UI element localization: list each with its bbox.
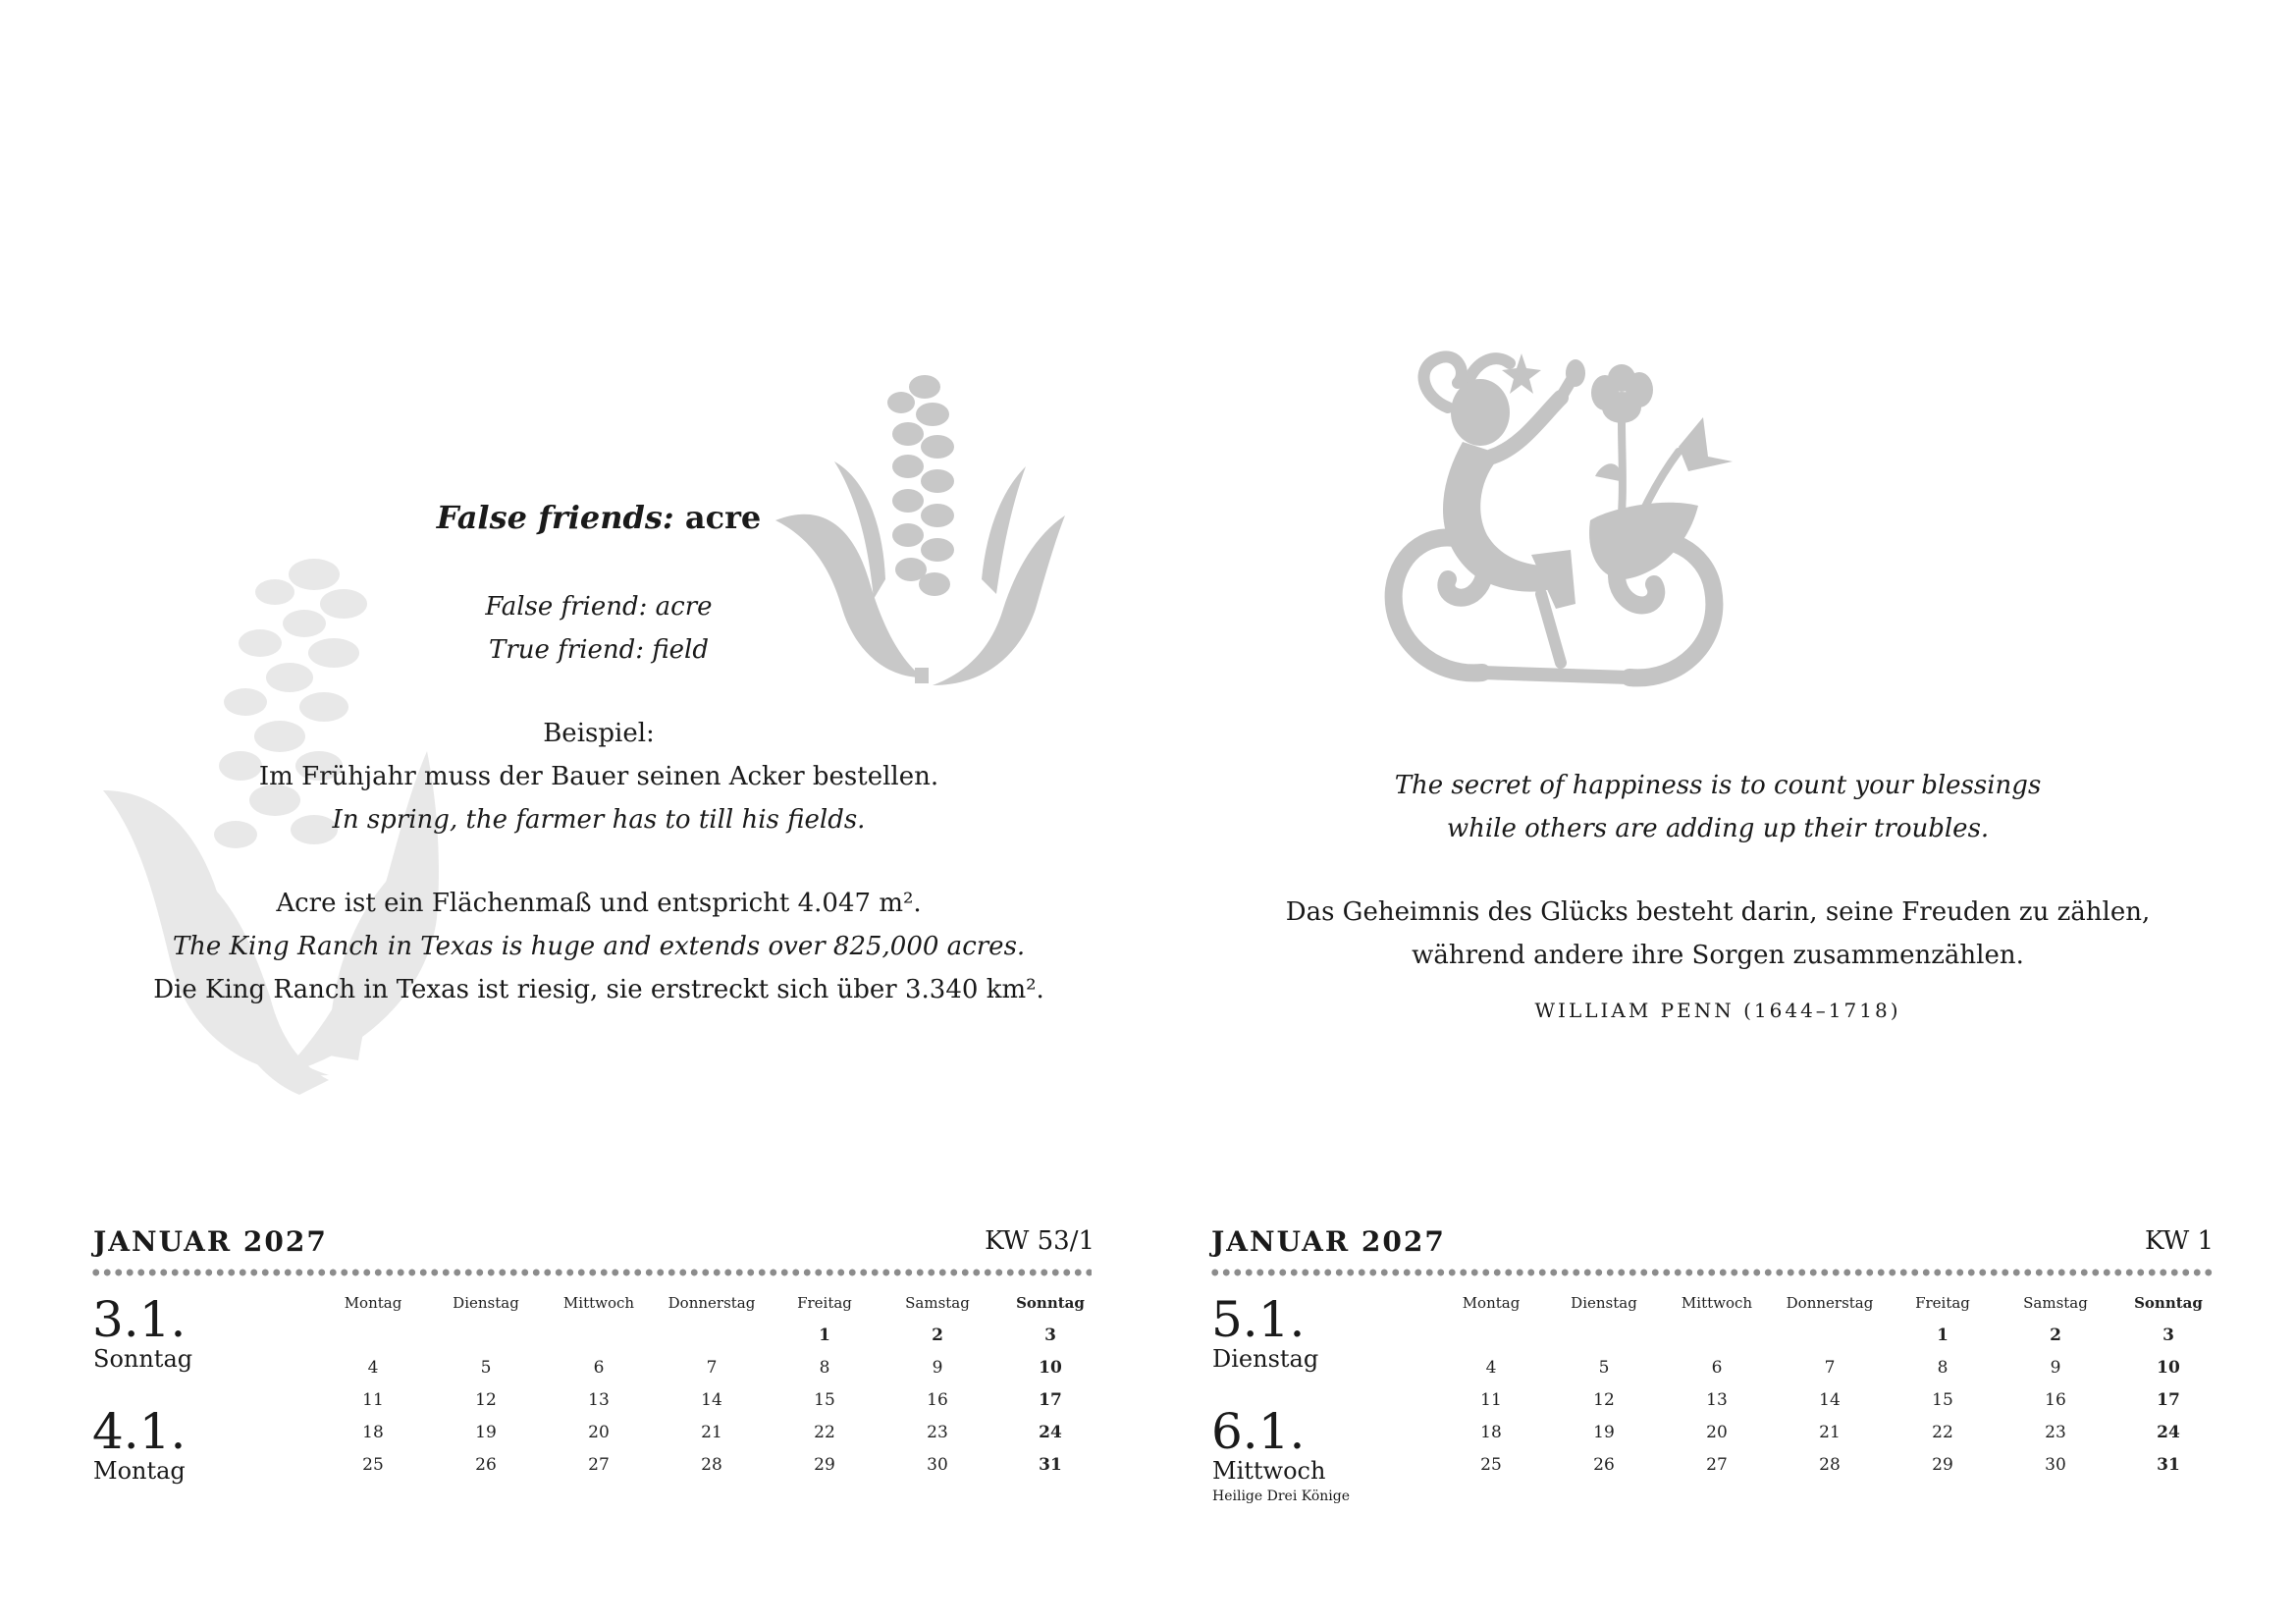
day-number-1-left: 3.1. (92, 1291, 187, 1348)
article-title (147, 499, 1050, 536)
quote-english-line-2: while others are adding up their troubles. (1446, 814, 1990, 843)
example-german: Im Frühjahr muss der Bauer seinen Acker bestellen. (258, 762, 939, 791)
weekday-header-sonntag: Sonntag (2134, 1294, 2203, 1312)
calendar-day-cell: 17 (1039, 1390, 1062, 1410)
calendar-day-cell: 26 (1593, 1455, 1615, 1475)
weekday-header-dienstag: Dienstag (453, 1294, 519, 1312)
calendar-day-cell: 30 (927, 1455, 948, 1475)
calendar-day-cell: 7 (1824, 1358, 1836, 1378)
weekday-header-freitag: Freitag (1915, 1294, 1970, 1312)
calendar-day-cell: 19 (475, 1423, 497, 1442)
calendar-day-cell: 22 (1932, 1423, 1953, 1442)
calendar-day-cell: 16 (2045, 1390, 2066, 1410)
weekday-header-donnerstag: Donnerstag (1786, 1294, 1874, 1312)
ranch-english: The King Ranch in Texas is huge and extends over 825,000 acres. (172, 932, 1026, 961)
title-italic: False friends: (436, 499, 674, 536)
calendar-day-cell: 10 (2157, 1358, 2180, 1378)
weekday-header-donnerstag: Donnerstag (667, 1294, 756, 1312)
title-keyword: acre (673, 499, 762, 536)
calendar-day-cell: 20 (1706, 1423, 1728, 1442)
false-friend-text: False friend: acre (485, 592, 713, 622)
calendar-day-cell: 6 (593, 1358, 605, 1378)
true-friend-line (98, 628, 1099, 672)
calendar-day-cell: 4 (1485, 1358, 1497, 1378)
calendar-day-cell: 14 (701, 1390, 722, 1410)
calendar-day-cell: 8 (1937, 1358, 1949, 1378)
dotted-divider-right (1209, 1269, 2213, 1276)
calendar-day-cell: 7 (706, 1358, 718, 1378)
calendar-day-cell: 29 (814, 1455, 835, 1475)
calendar-day-cell: 3 (2163, 1326, 2174, 1345)
calendar-day-cell: 3 (1044, 1326, 1056, 1345)
calendar-day-cell: 24 (2157, 1423, 2180, 1442)
calendar-day-cell: 12 (1593, 1390, 1615, 1410)
calendar-day-cell: 18 (362, 1423, 384, 1442)
dotted-divider-left (90, 1269, 1092, 1276)
quote-german-line-1: Das Geheimnis des Glücks besteht darin, seine Freuden zu zählen, (1285, 897, 2151, 927)
weekday-header-montag: Montag (1462, 1294, 1521, 1312)
calendar-day-cell: 9 (932, 1358, 943, 1378)
calendar-day-cell: 24 (1039, 1423, 1062, 1442)
calendar-day-cell: 13 (1706, 1390, 1728, 1410)
day-number-2-left: 4.1. (92, 1403, 187, 1460)
quote-german-line-2: während andere ihre Sorgen zusammenzählen. (1412, 941, 2024, 970)
calendar-day-cell: 27 (1706, 1455, 1728, 1475)
day-name-1-right: Dienstag (1212, 1345, 1319, 1373)
weekday-header-freitag: Freitag (797, 1294, 852, 1312)
calendar-day-cell: 5 (1598, 1358, 1610, 1378)
calendar-day-cell: 21 (1819, 1423, 1841, 1442)
calendar-day-cell: 23 (927, 1423, 948, 1442)
true-friend-text: True friend: field (488, 635, 710, 665)
calendar-day-cell: 21 (701, 1423, 722, 1442)
calendar-day-cell: 11 (1480, 1390, 1502, 1410)
calendar-day-cell: 4 (367, 1358, 379, 1378)
calendar-day-cell: 9 (2050, 1358, 2061, 1378)
calendar-day-cell: 5 (480, 1358, 492, 1378)
day-name-1-left: Sonntag (93, 1345, 193, 1373)
calendar-day-cell: 1 (819, 1326, 830, 1345)
calendar-day-cell: 14 (1819, 1390, 1841, 1410)
calendar-day-cell: 16 (927, 1390, 948, 1410)
calendar-day-cell: 10 (1039, 1358, 1062, 1378)
day-number-1-right: 5.1. (1211, 1291, 1306, 1348)
calendar-day-cell: 15 (1932, 1390, 1953, 1410)
calendar-day-cell: 26 (475, 1455, 497, 1475)
calendar-day-cell: 11 (362, 1390, 384, 1410)
calendar-day-cell: 28 (701, 1455, 722, 1475)
calendar-day-cell: 22 (814, 1423, 835, 1442)
calendar-day-cell: 6 (1711, 1358, 1723, 1378)
calendar-day-cell: 31 (1039, 1455, 1062, 1475)
calendar-day-cell: 13 (588, 1390, 610, 1410)
calendar-day-cell: 20 (588, 1423, 610, 1442)
calendar-day-cell: 8 (819, 1358, 830, 1378)
weekday-header-dienstag: Dienstag (1571, 1294, 1637, 1312)
calendar-week-right: KW 1 (2144, 1226, 2214, 1256)
calendar-day-cell: 17 (2157, 1390, 2180, 1410)
weekday-header-sonntag: Sonntag (1016, 1294, 1085, 1312)
calendar-month-right: JANUAR 2027 (1211, 1225, 1446, 1258)
weekday-header-samstag: Samstag (905, 1294, 970, 1312)
day-name-2-left: Montag (93, 1457, 186, 1485)
definition-line: Acre ist ein Flächenmaß und entspricht 4.047 m². (276, 889, 922, 918)
calendar-day-cell: 19 (1593, 1423, 1615, 1442)
calendar-day-cell: 25 (1480, 1455, 1502, 1475)
calendar-day-cell: 30 (2045, 1455, 2066, 1475)
cyclist-with-flowers-icon (1364, 339, 1737, 722)
weekday-header-mittwoch: Mittwoch (562, 1294, 635, 1312)
calendar-day-cell: 29 (1932, 1455, 1953, 1475)
calendar-day-cell: 18 (1480, 1423, 1502, 1442)
weekday-header-montag: Montag (344, 1294, 402, 1312)
weekday-header-samstag: Samstag (2023, 1294, 2088, 1312)
calendar-day-cell: 1 (1937, 1326, 1949, 1345)
calendar-month-left: JANUAR 2027 (93, 1225, 328, 1258)
holiday-label: Heilige Drei Könige (1212, 1489, 1351, 1504)
day-number-2-right: 6.1. (1211, 1403, 1306, 1460)
quote-author: WILLIAM PENN (1644–1718) (1534, 999, 1901, 1022)
calendar-day-cell: 2 (2050, 1326, 2061, 1345)
calendar-day-cell: 25 (362, 1455, 384, 1475)
calendar-week-left: KW 53/1 (985, 1226, 1095, 1256)
calendar-day-cell: 15 (814, 1390, 835, 1410)
day-name-2-right: Mittwoch (1212, 1457, 1326, 1485)
false-friend-line (98, 585, 1099, 628)
example-english: In spring, the farmer has to till his fields. (332, 805, 866, 835)
quote-english-line-1: The secret of happiness is to count your blessings (1394, 771, 2042, 800)
calendar-day-cell: 28 (1819, 1455, 1841, 1475)
calendar-day-cell: 12 (475, 1390, 497, 1410)
calendar-day-cell: 2 (932, 1326, 943, 1345)
weekday-header-mittwoch: Mittwoch (1681, 1294, 1753, 1312)
calendar-day-cell: 27 (588, 1455, 610, 1475)
calendar-day-cell: 23 (2045, 1423, 2066, 1442)
example-label: Beispiel: (543, 719, 655, 748)
ranch-german: Die King Ranch in Texas ist riesig, sie erstreckt sich über 3.340 km². (153, 975, 1044, 1004)
calendar-day-cell: 31 (2157, 1455, 2180, 1475)
